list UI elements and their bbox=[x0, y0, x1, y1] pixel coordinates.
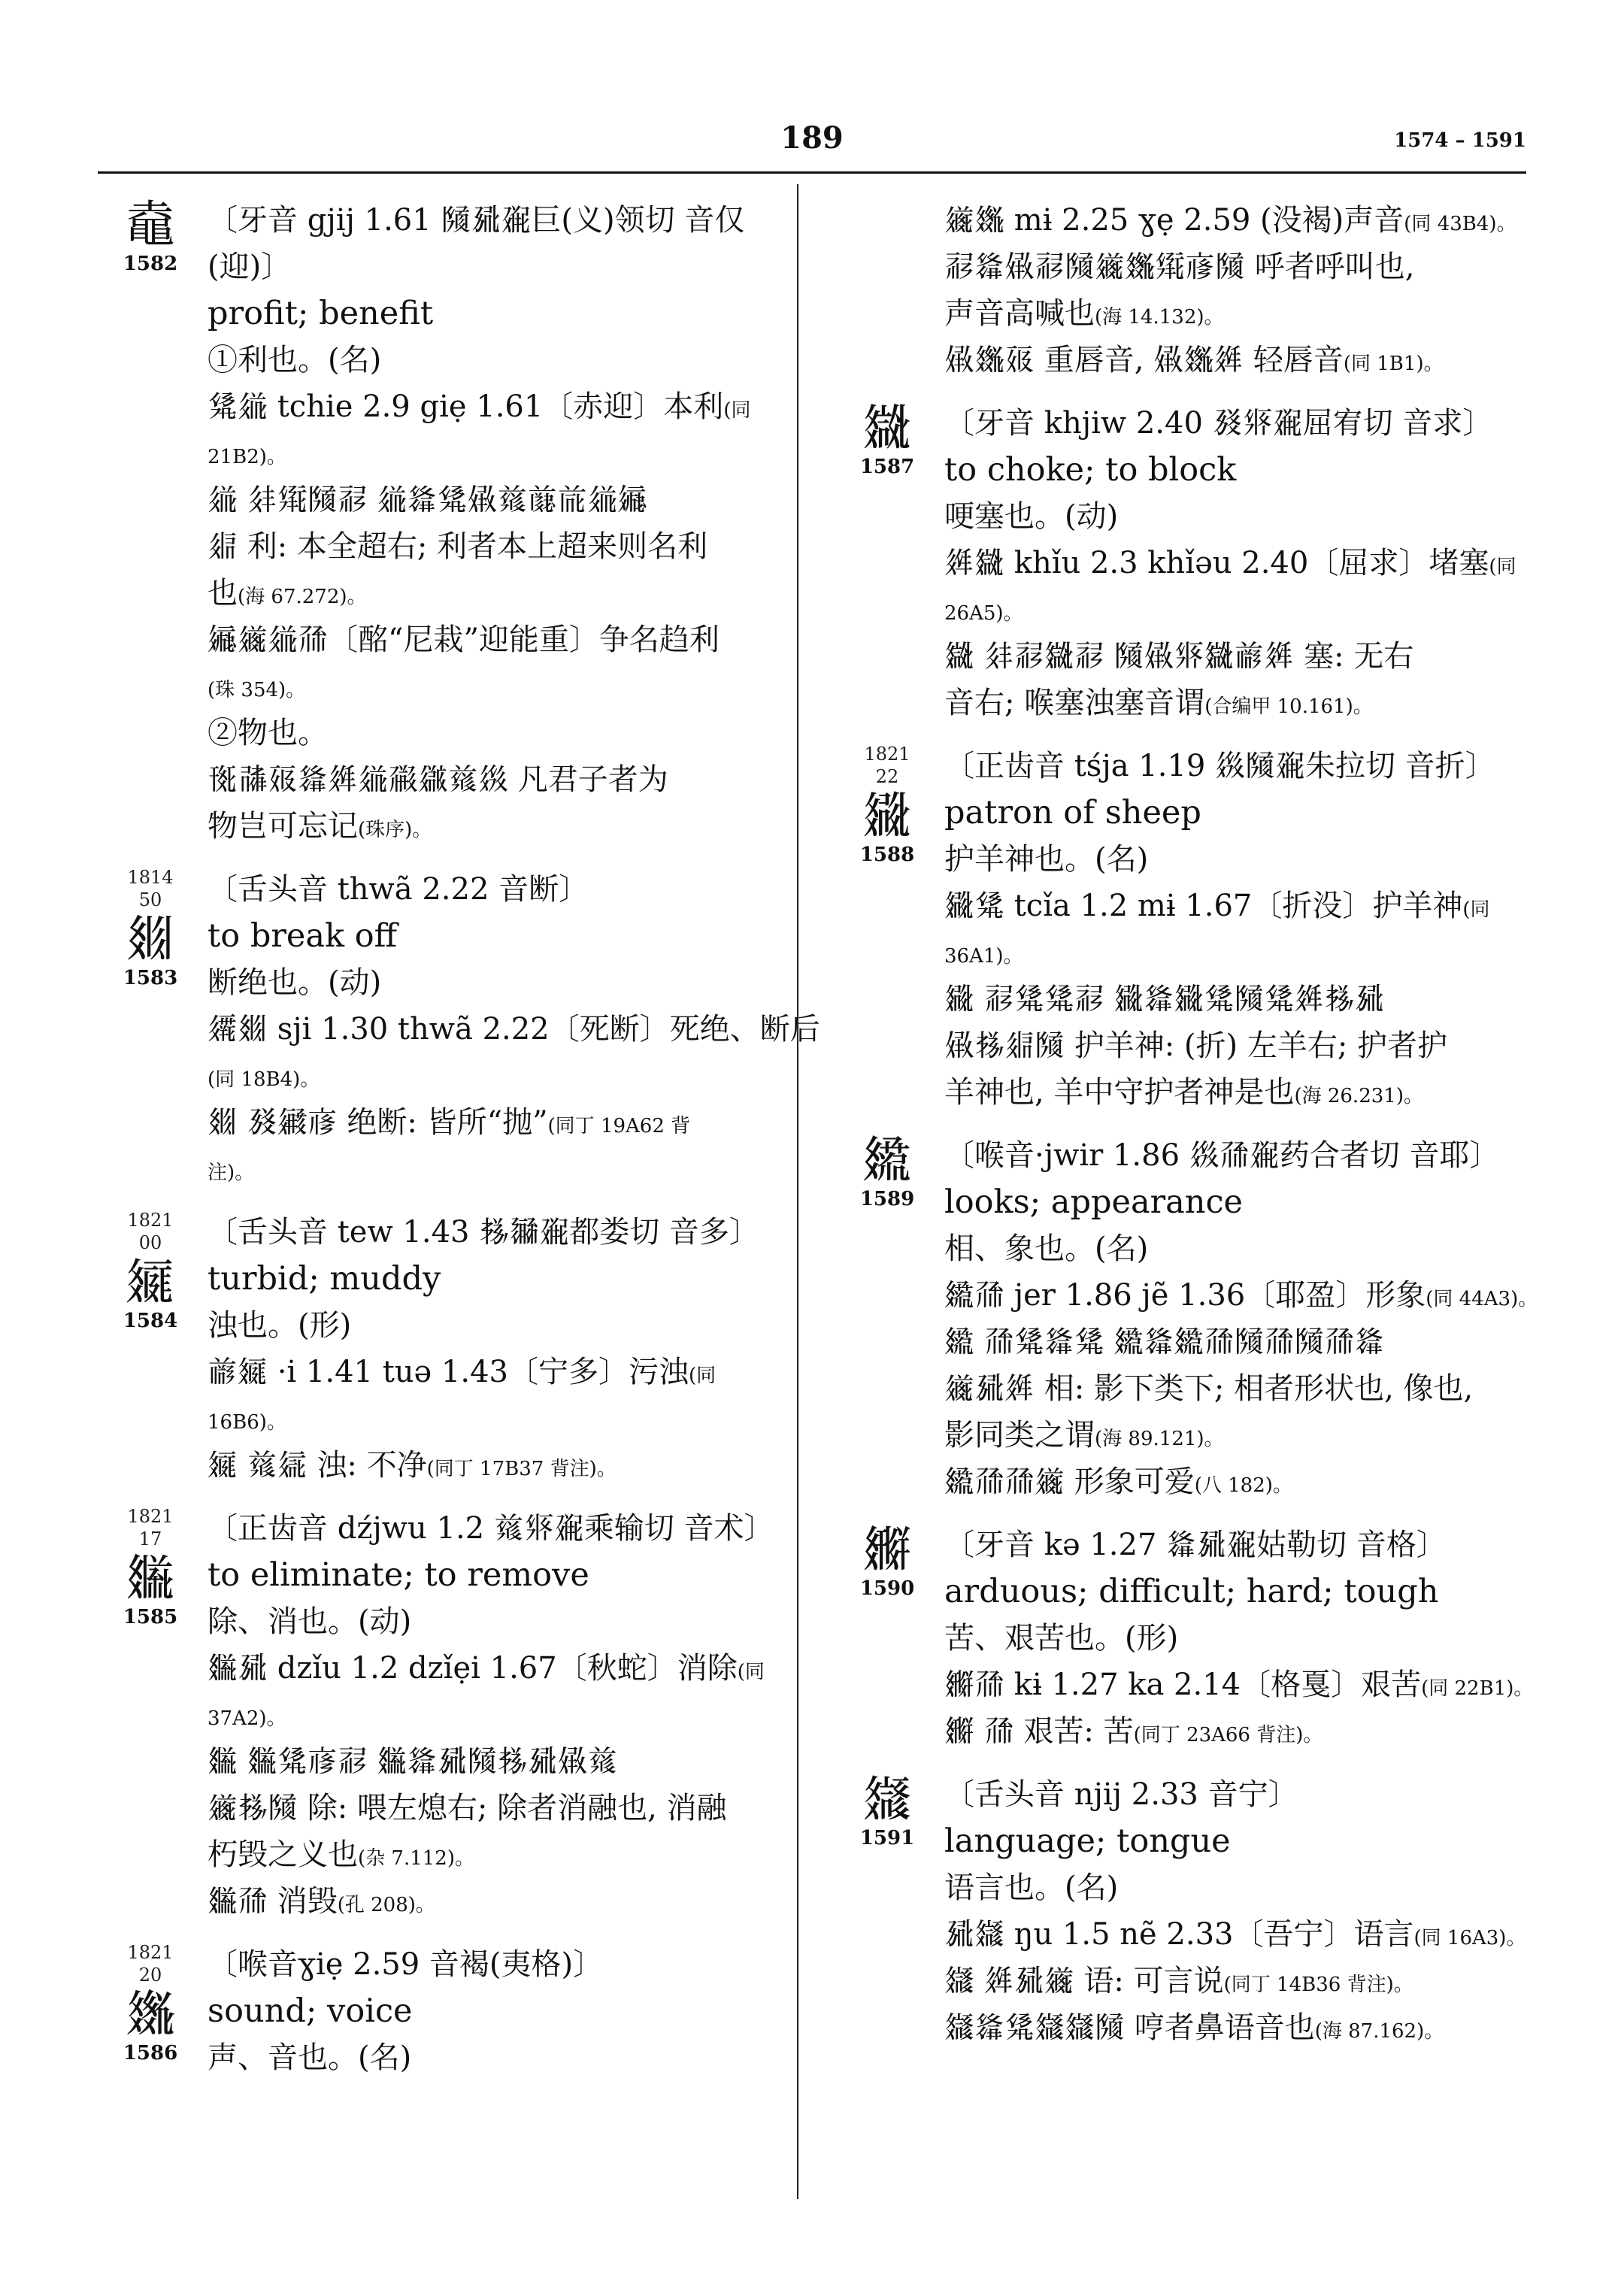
source-ref: (同 bbox=[1462, 898, 1490, 921]
entry-margin bbox=[105, 1941, 195, 2064]
line-text: 𗾞 𗉡𗪺𗇋 绝断: 皆所“抛” bbox=[208, 1105, 548, 1140]
entry-line bbox=[944, 244, 1519, 290]
source-ref: (同 bbox=[737, 1661, 765, 1683]
headword-glyph: 𗿴 bbox=[126, 1985, 175, 2043]
entry-line bbox=[208, 477, 782, 523]
line-text: 〔正齿音 dźjwu 1.2 𗒛𗊗𗘂乘输切 音术〕 bbox=[208, 1511, 774, 1546]
line-text: 护羊神也。(名) bbox=[944, 842, 1149, 877]
dictionary-entry bbox=[105, 197, 782, 850]
entry-line bbox=[944, 400, 1519, 447]
line-text: to eliminate; to remove bbox=[208, 1556, 589, 1594]
headword-glyph: 𗿳 bbox=[126, 1549, 175, 1607]
line-text: arduous; difficult; hard; tough bbox=[944, 1573, 1439, 1610]
entry-line bbox=[208, 866, 782, 913]
entry-margin bbox=[842, 743, 932, 866]
entry-line bbox=[208, 1099, 782, 1146]
radical-code: 1821 bbox=[127, 1942, 174, 1963]
line-text: 也 bbox=[208, 576, 238, 610]
source-ref: (同 18B4)。 bbox=[208, 1068, 320, 1091]
source-ref: (同丁 14B36 背注)。 bbox=[1223, 1974, 1413, 1996]
line-text: 𗿶𗊓 tcǐa 1.2 mɨ 1.67〔折没〕护羊神 bbox=[944, 889, 1463, 923]
line-text: 𗫂𗈪𗂧 除: 喂左熄右; 除者消融也, 消融 bbox=[208, 1791, 727, 1825]
source-ref: 注)。 bbox=[208, 1162, 255, 1184]
entry-line bbox=[944, 883, 1519, 929]
entry-line bbox=[208, 959, 782, 1006]
entry-number: 1589 bbox=[859, 1188, 915, 1210]
entry-margin bbox=[105, 866, 195, 989]
english-gloss bbox=[944, 789, 1519, 836]
entry-margin bbox=[842, 1132, 932, 1210]
entry-line bbox=[944, 1771, 1519, 1818]
entry-line bbox=[944, 1319, 1519, 1365]
entry-number: 1586 bbox=[123, 2042, 178, 2064]
line-text: 𗤋 利: 本全超右; 利者本上超来则名利 bbox=[208, 529, 708, 564]
entry-line bbox=[208, 1941, 782, 1988]
source-ref: (合编甲 10.161)。 bbox=[1204, 695, 1373, 718]
entry-line bbox=[208, 710, 782, 756]
line-text: patron of sheep bbox=[944, 794, 1201, 832]
source-ref: 16B6)。 bbox=[208, 1411, 286, 1434]
line-text: 𗿷𗗙𗗙𗫂 形象可爱 bbox=[944, 1465, 1195, 1499]
entry-line bbox=[944, 1708, 1519, 1755]
source-ref: (同 bbox=[689, 1365, 717, 1387]
line-text: 语言也。(名) bbox=[944, 1871, 1119, 1905]
entry-line bbox=[208, 1442, 782, 1489]
source-ref: (杂 7.112)。 bbox=[358, 1847, 474, 1870]
entry-line bbox=[944, 586, 1519, 633]
line-text: 音右; 喉塞浊塞音谓 bbox=[944, 686, 1205, 720]
source-ref: (同 bbox=[723, 399, 751, 422]
english-gloss bbox=[944, 1818, 1519, 1865]
entry-line bbox=[208, 430, 782, 477]
entry-line bbox=[208, 523, 782, 570]
line-text: 影同类之谓 bbox=[944, 1418, 1095, 1453]
source-ref: (海 67.272)。 bbox=[238, 586, 367, 608]
source-ref: (同丁 23A66 背注)。 bbox=[1133, 1724, 1323, 1746]
line-text: 〔牙音 gjij 1.61 𗂧𗉣𗘂巨(义)领切 音仅 bbox=[208, 203, 745, 238]
source-ref: (海 89.121)。 bbox=[1095, 1428, 1224, 1450]
line-text: 相、象也。(名) bbox=[944, 1231, 1149, 1266]
source-ref: (同 16A3)。 bbox=[1413, 1927, 1526, 1949]
line-text: to choke; to block bbox=[944, 451, 1237, 489]
entry-line bbox=[208, 663, 782, 710]
entry-line bbox=[208, 1738, 782, 1785]
entry-line bbox=[208, 244, 782, 290]
source-ref: (同 bbox=[1489, 556, 1516, 578]
source-ref: (珠序)。 bbox=[358, 819, 432, 841]
entry-line bbox=[944, 680, 1519, 726]
line-text: 𗫂𗉣𗤶 相: 影下类下; 相者形状也, 像也, bbox=[944, 1371, 1474, 1406]
entry-line bbox=[208, 1598, 782, 1645]
entry-number: 1585 bbox=[123, 1606, 178, 1628]
entry-margin bbox=[842, 400, 932, 478]
line-text: 断绝也。(动) bbox=[208, 965, 382, 1000]
dictionary-entry bbox=[105, 1209, 782, 1489]
dictionary-entry bbox=[105, 1505, 782, 1925]
dictionary-entry bbox=[842, 197, 1519, 383]
line-text: 𗿹 𗤶𗉣𗫂 语: 可言说 bbox=[944, 1964, 1224, 1998]
dictionary-entry bbox=[842, 1770, 1526, 2051]
entry-line bbox=[208, 383, 782, 430]
entry-number: 1582 bbox=[123, 253, 178, 275]
entry-line bbox=[944, 1412, 1519, 1459]
left-column bbox=[105, 195, 820, 2098]
line-text: 朽毁之义也 bbox=[208, 1837, 358, 1872]
line-text: 𗫂𗿴 mɨ 2.25 ɣẹ 2.59 (没褐)声音 bbox=[944, 203, 1404, 238]
radical-code: 1814 bbox=[127, 867, 174, 888]
radical-code: 1821 bbox=[864, 744, 910, 765]
line-text: 物岂可忘记 bbox=[208, 809, 358, 844]
english-gloss bbox=[944, 1179, 1519, 1225]
source-ref: 21B2)。 bbox=[208, 446, 286, 468]
entry-line bbox=[944, 633, 1519, 680]
source-ref: (珠 354)。 bbox=[208, 679, 306, 701]
entry-line bbox=[208, 1053, 782, 1099]
line-text: 浊也。(形) bbox=[208, 1308, 352, 1343]
dictionary-entry bbox=[842, 1131, 1538, 1505]
entry-number: 1591 bbox=[859, 1827, 915, 1849]
line-text: looks; appearance bbox=[944, 1183, 1243, 1221]
entry-line bbox=[944, 976, 1519, 1022]
dictionary-entry bbox=[842, 1520, 1534, 1755]
line-text: 〔喉音·jwir 1.86 𗤺𗗙𗘂药合者切 音耶〕 bbox=[944, 1138, 1500, 1173]
entry-margin bbox=[842, 1771, 932, 1849]
line-text: 〔舌头音 thwã 2.22 音断〕 bbox=[208, 872, 589, 907]
entry-line bbox=[208, 570, 782, 616]
entry-margin bbox=[842, 1522, 932, 1600]
line-text: to break off bbox=[208, 917, 398, 955]
line-text: 𗿵 𗢳𗹍𗿵𗹍 𗂧𗏣𗊗𗿵𗑗𗤶 塞: 无右 bbox=[944, 639, 1414, 674]
line-text: 𗍊𗰜𗡞𗌮𗤶𗥤𗗟𗫡𗒛𗤺 凡君子者为 bbox=[208, 762, 668, 797]
entry-line bbox=[208, 1006, 820, 1053]
source-ref: 37A2)。 bbox=[208, 1707, 286, 1730]
line-text: 𗊓𗥤 tchie 2.9 giẹ 1.61〔赤迎〕本利 bbox=[208, 389, 724, 424]
entry-line bbox=[944, 1132, 1519, 1179]
entry-number: 1590 bbox=[859, 1577, 915, 1600]
english-gloss bbox=[944, 1568, 1519, 1615]
entry-line bbox=[944, 1865, 1519, 1911]
entry-line bbox=[944, 1958, 1519, 2004]
source-ref: (同 44A3)。 bbox=[1426, 1288, 1538, 1310]
line-text: 𗿳𗗙 消毁 bbox=[208, 1884, 338, 1919]
entry-range: 1574 – 1591 bbox=[1394, 129, 1526, 152]
entry-line bbox=[944, 337, 1519, 383]
entry-line bbox=[208, 1209, 782, 1256]
entry-line bbox=[944, 540, 1519, 586]
entry-line bbox=[208, 1349, 782, 1395]
radical-code: 22 bbox=[875, 766, 899, 787]
line-text: 𗫕𗾞 sji 1.30 thwã 2.22〔死断〕死绝、断后 bbox=[208, 1012, 820, 1047]
entry-line bbox=[208, 2034, 782, 2081]
line-text: 𗿳𗉣 dzǐu 1.2 dzǐẹi 1.67〔秋蛇〕消除 bbox=[208, 1651, 738, 1686]
entry-line bbox=[944, 1615, 1519, 1662]
entry-line bbox=[944, 1069, 1519, 1116]
radical-code: 00 bbox=[138, 1232, 162, 1253]
line-text: 𗿷 𗗙𗊓𗌮𗊓 𗿷𗌮𗿷𗗙𗂧𗗙𗂧𗗙𗌮 bbox=[944, 1325, 1385, 1359]
line-text: 〔舌头音 njij 2.33 音宁〕 bbox=[944, 1777, 1298, 1812]
headword-glyph: 𗿸 bbox=[862, 1520, 912, 1578]
source-ref: (同 1B1)。 bbox=[1343, 353, 1444, 375]
line-text: turbid; muddy bbox=[208, 1260, 441, 1298]
radical-code: 50 bbox=[138, 889, 162, 910]
dictionary-entry bbox=[105, 866, 820, 1192]
line-text: 𗩾𗫂𗥤𗗙〔酩“尼栽”迎能重〕争名趋利 bbox=[208, 623, 720, 657]
line-text: ①利也。(名) bbox=[208, 343, 382, 377]
dictionary-entry bbox=[842, 400, 1519, 726]
source-ref: (同 22B1)。 bbox=[1421, 1677, 1534, 1700]
line-text: sound; voice bbox=[208, 1992, 413, 2030]
line-text: 𗿶 𗹍𗊓𗊓𗹍 𗿶𗌮𗿶𗊓𗂧𗊓𗤶𗈪𗉣 bbox=[944, 982, 1385, 1016]
entry-line bbox=[208, 803, 782, 850]
line-text: 苦、艰苦也。(形) bbox=[944, 1621, 1179, 1655]
line-text: 〔牙音 kə 1.27 𗌮𗉣𗘂姑勒切 音格〕 bbox=[944, 1528, 1447, 1562]
radical-code: 1821 bbox=[127, 1210, 174, 1231]
line-text: 𗥤 𗢳𗋕𗂧𗹍 𗥤𗌮𗊓𗏣𗒛𗓽𗐴𗥤𗩾 bbox=[208, 483, 648, 517]
entry-margin bbox=[105, 197, 195, 275]
english-gloss bbox=[208, 1552, 782, 1598]
line-text: 〔正齿音 tśja 1.19 𗤺𗂧𗘂朱拉切 音折〕 bbox=[944, 749, 1495, 783]
english-gloss bbox=[208, 290, 782, 337]
source-ref: (海 87.162)。 bbox=[1314, 2020, 1444, 2043]
entry-line bbox=[944, 197, 1519, 244]
line-text: 𗏣𗿴𗡞 重唇音, 𗏣𗿴𗤶 轻唇音 bbox=[944, 343, 1344, 377]
source-ref: 26A5)。 bbox=[944, 602, 1023, 625]
column-divider bbox=[797, 184, 798, 2199]
line-text: 𗿸 𗗙 艰苦: 苦 bbox=[944, 1714, 1134, 1749]
line-text: 〔喉音ɣiẹ 2.59 音褐(夷格)〕 bbox=[208, 1947, 604, 1982]
line-text: 𗉣𗿹 ŋu 1.5 nẽ 2.33〔吾宁〕语言 bbox=[944, 1917, 1414, 1952]
entry-line bbox=[944, 836, 1519, 883]
entry-number: 1583 bbox=[123, 967, 178, 989]
entry-line bbox=[944, 1225, 1519, 1272]
line-text: 𗿲 𗒛𗦇 浊: 不净 bbox=[208, 1448, 427, 1483]
source-ref: 36A1)。 bbox=[944, 945, 1023, 968]
entry-line bbox=[208, 1302, 782, 1349]
entry-number: 1588 bbox=[859, 844, 915, 866]
line-text: 𗿳 𗿳𗊓𗇋𗹍 𗿳𗌮𗉣𗂧𗈪𗉣𗏣𗒛 bbox=[208, 1744, 618, 1779]
source-ref: (八 182)。 bbox=[1194, 1474, 1292, 1497]
line-text: (迎)〕 bbox=[208, 250, 292, 284]
line-text: 𗹍𗌮𗏣𗹍𗂧𗫂𗿴𗋕𗇋𗂧 呼者呼叫也, bbox=[944, 250, 1415, 284]
entry-line bbox=[944, 1911, 1526, 1958]
entry-margin bbox=[105, 1209, 195, 1332]
entry-line bbox=[944, 929, 1519, 976]
source-ref: (同丁 17B37 背注)。 bbox=[426, 1458, 617, 1480]
entry-line bbox=[944, 1662, 1534, 1708]
headword-glyph: 𗿲 bbox=[126, 1253, 175, 1310]
radical-code: 20 bbox=[138, 1964, 162, 1986]
headword-glyph: 𗿷 bbox=[862, 1131, 912, 1189]
english-gloss bbox=[944, 447, 1519, 493]
line-text: 除、消也。(动) bbox=[208, 1604, 412, 1639]
source-ref: (同 43B4)。 bbox=[1404, 213, 1516, 235]
english-gloss bbox=[208, 913, 782, 959]
headword-glyph: 𗾞 bbox=[126, 910, 175, 968]
source-ref: (海 14.132)。 bbox=[1095, 306, 1224, 329]
entry-line bbox=[944, 1022, 1519, 1069]
line-text: 𗿹𗌮𗊓𗿹𗿹𗂧 哼者鼻语音也 bbox=[944, 2010, 1315, 2045]
dictionary-entry bbox=[842, 743, 1519, 1116]
page-header bbox=[98, 120, 1526, 173]
entry-line bbox=[208, 197, 782, 244]
line-text: 声、音也。(名) bbox=[208, 2040, 412, 2075]
entry-line bbox=[208, 1395, 782, 1442]
entry-line bbox=[208, 756, 782, 803]
right-column bbox=[842, 197, 1538, 2067]
entry-line bbox=[208, 1505, 782, 1552]
page-number: 189 bbox=[780, 120, 844, 156]
radical-code: 17 bbox=[138, 1528, 162, 1549]
entry-line bbox=[944, 743, 1519, 789]
line-text: language; tongue bbox=[944, 1822, 1231, 1860]
entry-line bbox=[208, 1645, 782, 1692]
entry-line bbox=[944, 493, 1519, 540]
line-text: 羊神也, 羊中守护者神是也 bbox=[944, 1075, 1295, 1110]
source-ref: (海 26.231)。 bbox=[1294, 1085, 1423, 1107]
english-gloss bbox=[208, 1256, 782, 1302]
dictionary-entry bbox=[105, 1941, 782, 2081]
line-text: 声音高喊也 bbox=[944, 296, 1095, 331]
headword-glyph: 𗿵 bbox=[862, 398, 912, 456]
entry-line bbox=[944, 2004, 1519, 2051]
entry-line bbox=[208, 1878, 782, 1925]
headword-glyph: 鼀 bbox=[126, 195, 175, 253]
header-rule bbox=[98, 171, 1526, 174]
source-ref: (孔 208)。 bbox=[337, 1894, 435, 1916]
entry-margin bbox=[105, 1505, 195, 1628]
radical-code: 1821 bbox=[127, 1506, 174, 1527]
source-ref: (同丁 19A62 背 bbox=[547, 1115, 691, 1137]
entry-line bbox=[944, 1272, 1538, 1319]
line-text: 𗑗𗿲 ·i 1.41 tuə 1.43〔宁多〕污浊 bbox=[208, 1355, 689, 1389]
entry-line bbox=[208, 337, 782, 383]
line-text: 𗏣𗈪𗤋𗂧 护羊神: (折) 左羊右; 护者护 bbox=[944, 1028, 1448, 1063]
entry-line bbox=[208, 1146, 782, 1192]
entry-line bbox=[208, 616, 782, 663]
entry-number: 1587 bbox=[859, 456, 915, 478]
line-text: 𗿷𗗙 jer 1.86 jẽ 1.36〔耶盈〕形象 bbox=[944, 1278, 1426, 1313]
entry-line bbox=[944, 1522, 1519, 1568]
entry-line bbox=[944, 1365, 1519, 1412]
headword-glyph: 𗿶 bbox=[862, 786, 912, 844]
headword-glyph: 𗿹 bbox=[862, 1770, 912, 1828]
line-text: 〔牙音 khjiw 2.40 𗉡𗊗𗘂屈宥切 音求〕 bbox=[944, 406, 1493, 441]
english-gloss bbox=[208, 1988, 782, 2034]
line-text: profit; benefit bbox=[208, 295, 434, 332]
entry-line bbox=[944, 290, 1519, 337]
entry-line bbox=[944, 1459, 1519, 1505]
line-text: 𗿸𗗙 kɨ 1.27 ka 2.14〔格戛〕艰苦 bbox=[944, 1668, 1422, 1702]
entry-line bbox=[208, 1831, 782, 1878]
line-text: 𗤶𗿵 khǐu 2.3 khǐəu 2.40〔屈求〕堵塞 bbox=[944, 546, 1489, 580]
line-text: 〔舌头音 tew 1.43 𗈪𗉄𗘂都娄切 音多〕 bbox=[208, 1215, 759, 1250]
entry-number: 1584 bbox=[123, 1310, 178, 1332]
line-text: 哽塞也。(动) bbox=[944, 499, 1119, 534]
entry-line bbox=[208, 1785, 782, 1831]
line-text: ②物也。 bbox=[208, 716, 328, 750]
entry-line bbox=[208, 1692, 782, 1738]
